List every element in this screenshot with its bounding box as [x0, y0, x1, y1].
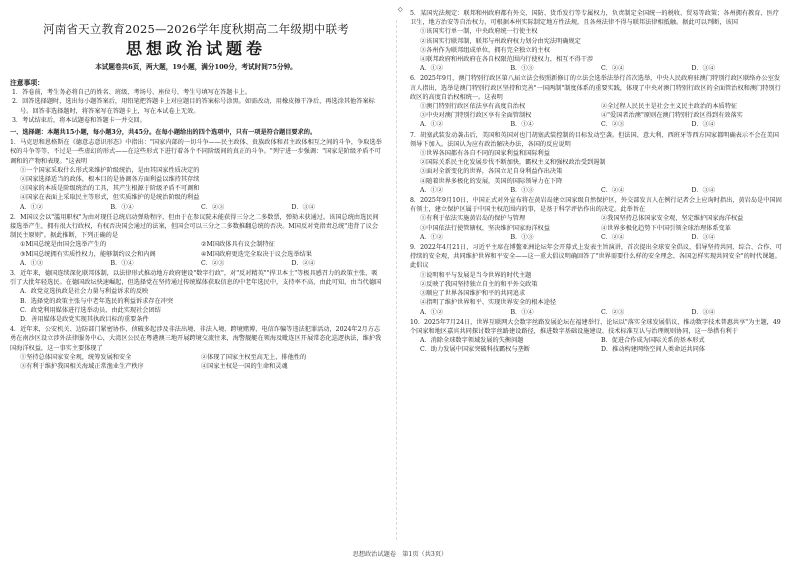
question-stem: 9．2022年4月21日，习近平主席在博鳌亚洲论坛年会开幕式上发表主旨演讲，首次提出全球安全倡议，倡导坚持共同、综合、合作、可持续的安全观，共同维护世界和平安全——这一重大倡议明确回答了"世界需要什么样的安全理念、各国怎样实现共同安全"的时代课题。此倡议	[410, 244, 782, 270]
option-item: A．政党竞选执政是社会力量与利益诉求的反映	[20, 288, 149, 296]
option-item: ②国际关系民主化发展步伐不断加快，霸权主义和强权政治受到遏制	[420, 159, 606, 167]
answer-choice: D．③④	[691, 308, 716, 316]
notice-heading: 注意事项：	[10, 79, 44, 87]
answer-choice: D．③④	[691, 121, 716, 129]
notice-item: 1．答卷前，考生务必将自己的姓名、班级、考场号、座位号、考生号填写在答题卡上。	[12, 89, 252, 97]
option-item: ②我国坚持总体国家安全观，坚定维护国家海洋权益	[601, 215, 744, 223]
answer-choice: D．③④	[691, 233, 716, 241]
option-grid	[410, 336, 782, 354]
option-item: ①该国实行单一制，中央政府统一行使主权	[420, 28, 538, 36]
right-question-list	[410, 9, 782, 355]
option-item: D．善用媒体是政党实现其执政目标的重要条件	[20, 316, 149, 324]
question-stem: 4．近年来，公安机关、边防部门紧密协作，侦破多起涉及非法出境、非法入境、跨境赌博、电信诈骗等违法犯罪活动，2024年2月方志勇在南沙区设立涉外法律服务中心，大湾区公民在粤港澳三地开展跨境交流往来，海警舰艇在领海及毗连区开展常态化巡逻执法，维护我国海洋权益，这一事实主要体现了	[10, 326, 382, 352]
question-stem: 1．马克思和恩格斯在《德意志意识形态》中指出："国家内部的一切斗争——民主政体、贵族政体和君主政体相互之间的斗争，争取选举权的斗争等等，不过是一些虚幻的形式——在这些形式下进行着各个不同阶级间的真正的斗争。"列宁进一步强调："国家是阶级矛盾不可调和的产物和表现。"这表明	[10, 139, 382, 165]
option-item: ①M国总统是由国会选举产生的	[20, 241, 107, 249]
answer-choice: B．①④	[110, 259, 134, 267]
question-2	[10, 213, 382, 268]
answer-choice: C．②④	[601, 65, 625, 73]
question-5	[410, 9, 782, 73]
right-column	[410, 8, 782, 548]
question-4	[10, 325, 382, 371]
option-item: ③中国依法行使管辖权，坚决维护国家海洋权益	[420, 224, 550, 232]
answer-choice: A．①③	[20, 259, 44, 267]
option-item: ②反映了我国坚持独立自主的和平外交政策	[420, 280, 538, 288]
option-item: ③面对全新变化的世界，各国立足自身利益作出决策	[420, 168, 563, 176]
page-footer: 思想政治试题卷 第1页（共3页）	[352, 551, 448, 558]
answer-choice: C．②④	[601, 186, 625, 194]
left-column	[10, 8, 382, 548]
option-grid	[10, 353, 382, 371]
answer-choices	[10, 259, 382, 268]
column-divider	[396, 20, 397, 540]
question-stem: 6．2025年9月，澳门特别行政区第八届立法会按照新修订的立法会选举法举行首次选举，中央人民政府驻澳门特别行政区联络办公室发言人指出，选举是澳门特别行政区坚持和完善"一国两制"制度体系的重要实践，体现了中央对澳门特别行政区的全面管治权和澳门特别行政区的高度自治权相统一。这表明	[410, 75, 781, 101]
question-stem: 8．2025年9月10日，中国正式对外宣布将在黄岩岛建立国家级自然保护区，外交部发言人在例行记者会上应询时指出，黄岩岛是中国固有领土，建立保护区属于中国主权范围内的事，是基于科学评估作出的决定。此举旨在	[410, 197, 782, 214]
option-item: C．助力发展中国家突破科技霸权与垄断	[420, 346, 530, 354]
answer-choice: C．②④	[601, 233, 625, 241]
notice-item: 2．回答选择题时，选出每小题答案后，用铅笔把答题卡上对应题目的答案标号涂黑。如需改动，用橡皮擦干净后，再选涂其他答案标号。回答非选择题时，将答案写在答题卡上，写在本试卷上无效。	[12, 98, 375, 115]
option-item: ①一个国家采取什么形式来维护阶级统治，是由其国家性质决定的	[20, 166, 200, 174]
answer-choice: B．①④	[510, 121, 534, 129]
page-marker: ◇	[398, 6, 403, 13]
option-item: ③各州作为联邦组成单位，拥有完全独立的主权	[420, 46, 550, 54]
option-item: ②M国政体具有议会制特征	[201, 241, 275, 249]
option-item: B．促进合作成为国际关系的基本形式	[601, 337, 705, 345]
answer-choice: D．③④	[691, 186, 716, 194]
option-item: D．推动构建网络空间人类命运共同体	[601, 346, 705, 354]
option-item: B．选择党的政策主张与中老年选民的利益诉求存在冲突	[20, 297, 174, 305]
option-item: ①世界各国都有各自不同的国家利益和国际利益	[420, 150, 550, 158]
option-grid	[410, 214, 782, 232]
question-stem: 5．某国宪法规定：联邦和州政府都有外交、国防、货币发行等专属权力，负责制定全国统一的税收、贸易等政策；各州拥有教育、医疗卫生，地方治安等自治权力，可根据本州实际制定地方性法规，且各州法律不得与联邦法律相抵触。据此可以判断，该国	[410, 10, 779, 27]
option-item: ④指明了维护世界和平、实现世界安全的根本途径	[420, 299, 557, 307]
question-stem: 3．近年来，德国连续深化联邦体制，以法律形式推动地方政府建设"数字行政"，对"反对精英""捍卫本土"等极具感召力的政策主张，吸引了大批年轻选民。在德国政坛快速崛起，但选择党在坚持通过传统媒体获取信息的中老年选民中，支持率不高，由此可知，由当代德国	[10, 270, 382, 287]
answer-choice: C．②③	[601, 121, 625, 129]
question-8	[410, 196, 782, 242]
option-item: ①有利于依法实施黄岩岛的保护与管理	[420, 215, 526, 223]
question-7	[410, 131, 782, 195]
option-item: A．消除全球数字领域发展的失衡问题	[420, 337, 524, 345]
question-stem: 2．M国议会以"滥用职权"为由对现任总统启动弹劾程序，但由于在参议院未能获得三分之二多数票，弹劾未获通过。该国总统由选民间接选举产生，拥有很大行政权，有权否决国会通过的法案，但国会可以三分之二多数推翻总统的否决。M国反对党指责总统"违背了议会制民主原则"。据此推断，下列正确的是	[10, 213, 379, 240]
exam-main-title: 思想政治试题卷	[125, 39, 266, 58]
option-item: ①说明和平与发展是当今世界的时代主题	[420, 271, 532, 279]
option-item: ③国家的本质是阶级统治的工具，其产生根源于阶级矛盾不可调和	[20, 185, 200, 193]
option-item: ③M国总统拥有实质性权力，能够制约议会和内阁	[20, 250, 156, 258]
answer-choice: A．①②	[420, 65, 444, 73]
question-stem: 7．胡塞武装发动袭击后，美国和英国对也门胡塞武装控制的目标发动空袭。但法国、意大利、西班牙等西方国家都明确表示不会在美国领导下加入。法国认为应有政治解决办法，各国的反应说明	[410, 131, 779, 148]
answer-choice: B．①③	[510, 65, 534, 73]
answer-choice: A．①②	[20, 203, 44, 211]
notice-item: 3．考试结束后，将本试题卷和答题卡一并交回。	[12, 116, 146, 124]
option-item: ②该国实行联邦制，联邦与州政府权力划分由宪法明确规定	[420, 37, 581, 45]
answer-choice: A．①②	[420, 186, 444, 194]
question-1	[10, 138, 382, 212]
answer-choice: C．②③	[601, 308, 625, 316]
question-stem: 10．2025年7月24日，世界互联网大会数字丝路发展论坛在福建举行，论坛以"落实全球发展倡议，推动数字技术普惠共享"为主题，49个国家和地区嘉宾共同探讨数字丝路建设路径，推进数字基础设施建设、技术标准互认与治理规则协同，这一举措有利于	[410, 318, 781, 335]
answer-choices	[410, 308, 782, 317]
answer-choice: C．②③	[201, 203, 225, 211]
question-9	[410, 243, 782, 317]
option-item: ②国家选择适当的政体，根本目的是协调各方面利益以维持其存续	[20, 176, 200, 184]
answer-choice: D．②④	[291, 259, 316, 267]
answer-choice: D．③④	[291, 203, 316, 211]
option-item: ②体现了国家主权至高无上，排他性的	[201, 353, 307, 361]
option-item: ③顺应了世界各国维护和平的共同追求	[420, 290, 526, 298]
option-item: C．政党利用媒体进行选举动员，由此实现社会团结	[20, 306, 161, 314]
option-item: ③中央对澳门特别行政区享有全面管制权	[420, 112, 532, 120]
option-item: ④联邦政府和州政府在各自权限范围内行使权力，相互不得干涉	[420, 56, 594, 64]
answer-choices	[410, 64, 782, 73]
answer-choices	[410, 186, 782, 195]
answer-choice: B．①③	[510, 233, 534, 241]
option-item: ④世界多极化趋势下中国引领全球治理体系变革	[601, 224, 731, 232]
answer-choice: A．①②	[420, 121, 444, 129]
answer-choices	[10, 203, 382, 212]
option-item: ③有利于维护我国相关海域正常渔业生产秩序	[20, 363, 144, 371]
option-item: ④国家主权是一国的生命和灵魂	[201, 363, 288, 371]
exam-header-title: 河南省天立教育2025—2026学年度秋期高二年级期中联考	[43, 22, 349, 36]
question-6	[410, 74, 782, 129]
left-question-list	[10, 138, 382, 371]
option-item: ①澳门特别行政区依法享有高度自治权	[420, 103, 526, 111]
exam-meta: 本试题卷共6页，两大题，19小题，满分100分，考试时间75分钟。	[95, 63, 297, 71]
question-3	[10, 269, 382, 324]
option-grid	[10, 240, 382, 258]
option-item: ①坚持总体国家安全观，统筹发展和安全	[20, 353, 132, 361]
section-heading: 一、选择题：本题共15小题，每小题3分，共45分。在每小题给出的四个选项中，只有一项是符合题目要求的。	[10, 129, 317, 137]
answer-choice: C．②③	[201, 259, 225, 267]
answer-choice: B．①④	[510, 308, 534, 316]
option-item: ④M国政府更迭完全取决于议会选举结果	[201, 250, 312, 258]
answer-choices	[410, 120, 782, 129]
option-item: ④国家在表面上采取民主等形式，但实质维护的是统治阶级的利益	[20, 194, 200, 202]
answer-choices	[410, 233, 782, 242]
question-10	[410, 318, 782, 355]
answer-choice: B．①③	[510, 186, 534, 194]
answer-choice: A．①②	[420, 233, 444, 241]
option-item: ④"爱国者治澳"原则在澳门特别行政区得到有效落实	[601, 112, 743, 120]
answer-choice: B．①④	[110, 203, 134, 211]
answer-choice: A．①②	[420, 308, 444, 316]
answer-choice: D．③④	[691, 65, 716, 73]
option-item: ②全过程人民民主是社会主义民主政治的本质特征	[601, 103, 738, 111]
option-item: ④随着世界多极化的发展，美国的国际领导力在下降	[420, 177, 563, 185]
option-grid	[410, 102, 782, 120]
